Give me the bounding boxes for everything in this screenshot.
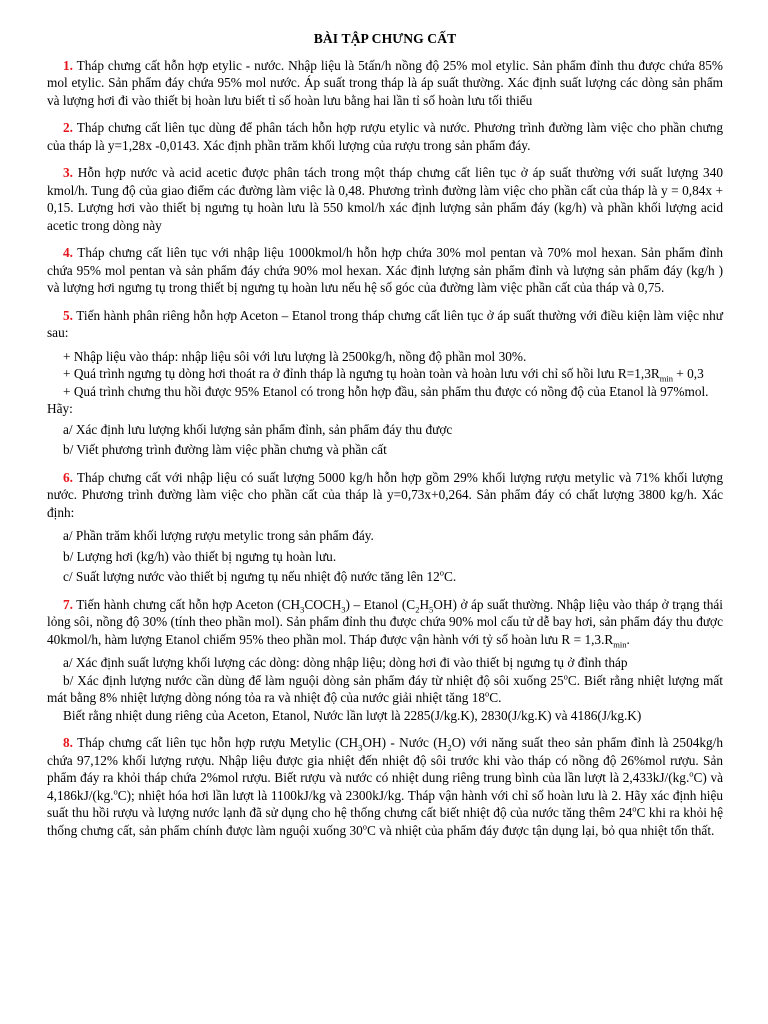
question-c: c/ Suất lượng nước vào thiết bị ngưng tụ nếu nhiệt độ nước tăng lên 12$^o$C. bbox=[63, 567, 457, 584]
problem-4 bbox=[47, 244, 723, 297]
problem-8: 8. Tháp chưng cất liên tục hỗn hợp rượu Metylic $(CH_3OH)$ - Nước $(H_2O)$ với năng suất theo sản phẩm đỉnh là 2504kg/h chứa 97,12% khối lượng rượu. Nhập liệu được gia nhiệt đến nhiệt độ sôi trước khi vào tháp có nồng độ 26%mol rượu. Sản phẩm đáy ra khỏi tháp chứa 2%mol rượu. Biết rượu và nước có nhiệt dung riêng trung bình của lần lượt là 2,433kJ/(kg.$^o$C) và 4,186kJ/(kg.$^o$C); nhiệt hóa hơi lần lượt là 1100kJ/kg và 2300kJ/kg. Tháp vận hành với chỉ số hoàn lưu là 2. Hãy xác định hiệu suất thu hồi rượu và lượng nước lạnh đã sử dụng cho hệ thống chưng cất biết nhiệt độ của nước tăng thêm 24$^o$C khi ra khỏi hệ thống chưng cất, sản phẩm chính được làm nguội xuống 30$^o$C và nhiệt của phẩm đáy được tận dụng lại, bỏ qua nhiệt tổn thất. bbox=[47, 735, 724, 838]
problem-7 bbox=[47, 596, 723, 725]
problem-number: 8. bbox=[63, 735, 73, 750]
problem-5 bbox=[47, 307, 723, 459]
problem-1 bbox=[47, 57, 723, 110]
problem-text: Tháp chưng cất liên tục với nhập liệu 1000kmol/h hỗn hợp chứa 30% mol pentan và 70% mol hexan. Sản phẩm đỉnh chứa 95% mol pentan và sản phẩm đáy chứa 90% mol hexan. Xác định lượng sản phẩm đỉnh và lượng sản phẩm đáy (kg/h ) và lượng hơi ngưng tụ trong thiết bị ngưng tụ hoàn lưu nếu hệ số góc của đường làm việc phần cất của tháp và 0,75. bbox=[47, 245, 723, 295]
question-b: b/ Lượng hơi (kg/h) vào thiết bị ngưng tụ hoàn lưu. bbox=[63, 548, 337, 564]
task-label: Hãy: bbox=[47, 401, 73, 416]
problem-number: 2. bbox=[63, 120, 73, 135]
question-a: a/ Phần trăm khối lượng rượu metylic trong sản phẩm đáy. bbox=[63, 528, 374, 543]
problem-number: 3. bbox=[63, 165, 73, 180]
question-b: b/ Viết phương trình đường làm việc phần chưng và phần cất bbox=[63, 442, 387, 457]
problem-number: 7. bbox=[63, 596, 73, 612]
problem-intro bbox=[47, 469, 723, 522]
question-b: b/ Xác định lượng nước cần dùng để làm nguội dòng sản phẩm đáy từ nhiệt độ sôi xuống 25$^o$C. Biết rằng nhiệt lượng mất mát bằng 8% nhiệt lượng dòng nóng tỏa ra và nhiệt độ của nước giải nhiệt tăng 18$^o$C. bbox=[47, 671, 723, 705]
problem-2 bbox=[47, 119, 723, 154]
problem-text: Tháp chưng cất với nhập liệu có suất lượng 5000 kg/h hỗn hợp gồm 29% khối lượng rượu metylic và 71% khối lượng nước. Phương trình đường làm việc cho phần cất của tháp là y=0,73x+0,264. Sản phẩm đáy có chất lượng 3800 kg/h. Xác định: bbox=[47, 469, 723, 520]
problem-text: Tháp chưng cất liên tục dùng để phân tách hỗn hợp rượu etylic và nước. Phương trình đường làm việc cho phần chưng của tháp là y=1,28x -0,0143. Xác định phần trăm khối lượng của rượu trong sản phẩm đáy. bbox=[47, 120, 723, 153]
problem-intro: 7. Tiến hành chưng cất hỗn hợp Aceton $(CH_3COCH_3)$ – Etanol $(C_2H_5OH)$ ở áp suất thường. Nhập liệu vào tháp ở trạng thái lỏng sôi, nồng độ 30% (tính theo phần mol). Sản phẩm đỉnh thu được chứa 90% mol cấu tử dễ bay hơi, sản phẩm đáy thu được 40kmol/h, hàm lượng Etanol chiếm 95% theo phần mol. Tháp được vận hành với tỷ số hoàn lưu $R = 1,3.R_{min}$. bbox=[47, 596, 724, 650]
document-page bbox=[47, 30, 723, 849]
problem-number: 6. bbox=[63, 469, 73, 485]
problem-number: 1. bbox=[63, 57, 73, 73]
condition-item: + Quá trình ngưng tụ dòng hơi thoát ra ở đỉnh tháp là ngưng tụ hoàn toàn và hoàn lưu với chỉ số hồi lưu $R=1,3R_{min} + 0,3$ bbox=[63, 366, 704, 384]
problem-text: Hỗn hợp nước và acid acetic được phân tách trong một tháp chưng cất liên tục ở áp suất thường với suất lượng 340 kmol/h. Tung độ của giao điểm các đường làm việc là 0,48. Phương trình đường làm việc cho phần cất của tháp là y = 0,84x + 0,15. Lượng hơi vào thiết bị ngưng tụ hoàn lưu là 550 kmol/h xác định lượng sản phẩm đáy (kg/h) và phần khối lượng acid acetic trong dòng này bbox=[47, 165, 723, 233]
condition-item: + Quá trình chưng thu hồi được 95% Etanol có trong hỗn hợp đầu, sản phẩm thu được có nồng độ của Etanol là 97%mol. bbox=[63, 383, 709, 399]
problem-text: Tháp chưng cất hỗn hợp etylic - nước. Nhập liệu là 5tấn/h nồng độ 25% mol etylic. Sản phẩm đỉnh thu được chứa 85% mol etylic. Sản phẩm đáy chứa 95% mol nước. Áp suất trong tháp là áp suất thường. Xác định suất lượng các dòng sản phẩm và lượng hơi đi vào thiết bị hoàn lưu biết tỉ số hoàn lưu bằng hai lần tỉ số hoàn lưu tối thiểu bbox=[47, 57, 723, 108]
problem-number: 5. bbox=[63, 307, 73, 323]
problem-number: 4. bbox=[63, 245, 73, 260]
condition-item: + Nhập liệu vào tháp: nhập liệu sôi với lưu lượng là 2500kg/h, nồng độ phần mol 30%. bbox=[63, 348, 527, 364]
document-title: BÀI TẬP CHƯNG CẤT bbox=[313, 31, 457, 46]
problem-text: Tiến hành phân riêng hỗn hợp Aceton – Etanol trong tháp chưng cất liên tục ở áp suất thường với điều kiện làm việc như sau: bbox=[47, 307, 723, 340]
problem-intro bbox=[47, 307, 723, 342]
question-a: a/ Xác định lưu lượng khối lượng sản phẩm đỉnh, sản phẩm đáy thu được bbox=[63, 421, 453, 437]
problem-6 bbox=[47, 469, 723, 586]
problem-3 bbox=[47, 164, 723, 234]
question-a: a/ Xác định suất lượng khối lượng các dòng: dòng nhập liệu; dòng hơi đi vào thiết bị ngưng tụ ở đỉnh tháp bbox=[63, 655, 628, 670]
problem-note: Biết rằng nhiệt dung riêng của Aceton, Etanol, Nước lần lượt là 2285(J/kg.K), 2830(J/kg.K) và 4186(J/kg.K) bbox=[63, 707, 642, 723]
